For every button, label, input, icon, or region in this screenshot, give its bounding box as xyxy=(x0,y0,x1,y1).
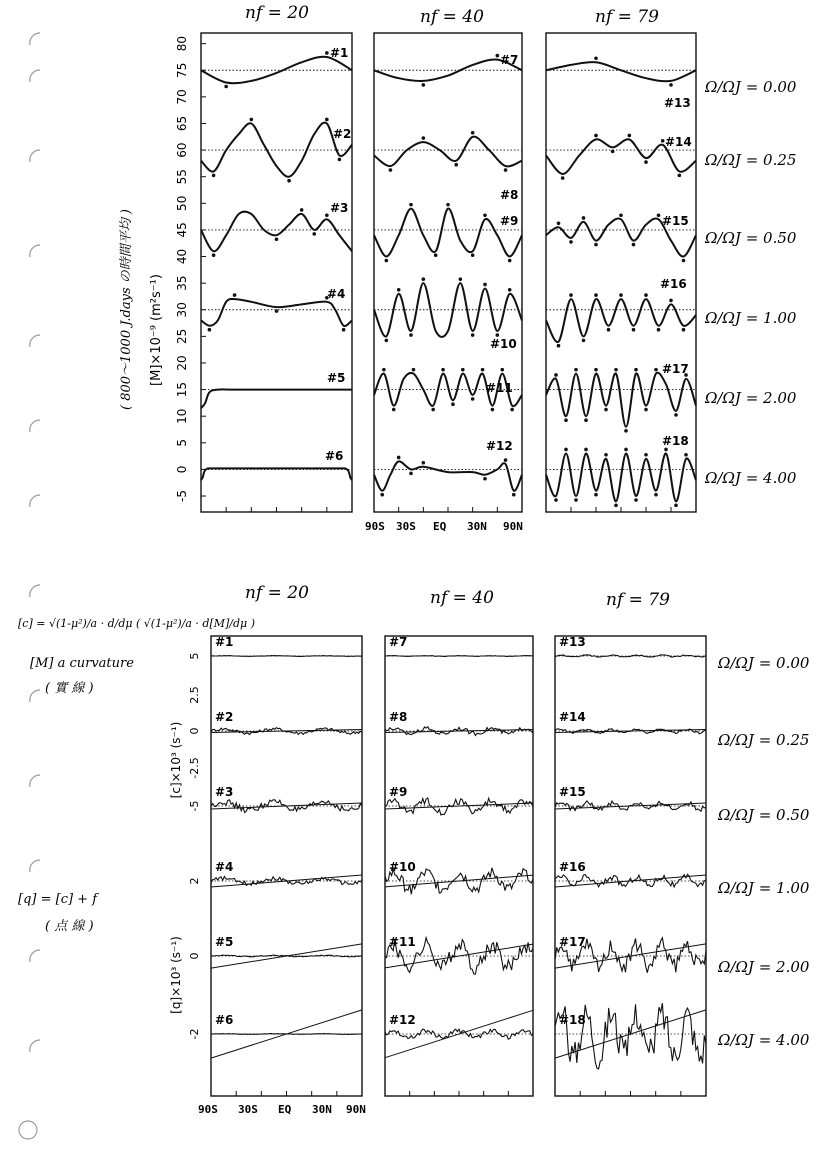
bottom-panel-id-14: #14 xyxy=(559,710,586,724)
formula-c: [c] = √(1-μ²)/a · d/dμ ( √(1-μ²)/a · d[M]/dμ ) xyxy=(18,617,255,630)
top-panel-id-14: #14 xyxy=(665,135,692,149)
top-series-line-12 xyxy=(374,461,522,491)
top-extremum-dot-18-12 xyxy=(664,448,668,452)
top-extremum-dot-17-13 xyxy=(674,413,678,417)
top-series-line-17 xyxy=(546,373,696,427)
top-extremum-dot-16-4 xyxy=(594,293,598,297)
top-x-tick-30s: 30S xyxy=(396,520,416,533)
top-column-title-3: nf = 79 xyxy=(595,7,659,27)
bottom-panel-id-16: #16 xyxy=(559,860,586,874)
top-x-tick-90n: 90N xyxy=(503,520,523,533)
top-extremum-dot-16-11 xyxy=(682,328,686,332)
bottom-x-tick-30n: 30N xyxy=(312,1103,332,1116)
top-extremum-dot-14-7 xyxy=(661,139,665,143)
top-extremum-dot-11-11 xyxy=(481,368,485,372)
top-panel-id-12: #12 xyxy=(486,439,513,453)
top-extremum-dot-18-7 xyxy=(614,504,618,508)
bottom-y-tick-c-1: 5 xyxy=(188,652,201,660)
top-series-line-3 xyxy=(201,212,352,252)
top-y-tick-label-18: -5 xyxy=(175,490,189,502)
top-extremum-dot-18-8 xyxy=(624,448,628,452)
top-extremum-dot-9-5 xyxy=(434,253,438,257)
top-extremum-dot-12-5 xyxy=(422,461,426,465)
top-extremum-dot-17-11 xyxy=(654,368,658,372)
top-extremum-dot-17-9 xyxy=(634,368,638,372)
top-extremum-dot-1-5 xyxy=(325,51,329,55)
bottom-y-ticks xyxy=(188,653,201,1040)
top-extremum-dot-3-6 xyxy=(275,237,279,241)
top-series-line-8 xyxy=(374,137,522,167)
bottom-panel-id-2: #2 xyxy=(215,710,234,724)
top-extremum-dot-11-9 xyxy=(461,368,465,372)
bottom-x-ticks xyxy=(198,1103,366,1116)
bottom-row-label-4: Ω/ΩJ = 1.00 xyxy=(718,879,810,897)
top-extremum-dot-16-8 xyxy=(644,293,648,297)
top-extremum-dot-15-3 xyxy=(582,216,586,220)
top-extremum-dot-8-5 xyxy=(454,163,458,167)
bottom-y-tick-c-5: -5 xyxy=(188,800,201,812)
top-extremum-dot-12-1 xyxy=(380,493,384,497)
top-extremum-dot-10-7 xyxy=(459,277,463,281)
top-extremum-dot-18-4 xyxy=(584,448,588,452)
top-extremum-dot-11-1 xyxy=(382,368,386,372)
top-extremum-dot-13-5 xyxy=(669,83,673,87)
top-row-label-5: Ω/ΩJ = 2.00 xyxy=(705,389,797,407)
top-extremum-dot-17-10 xyxy=(644,408,648,412)
top-extremum-dot-8-8 xyxy=(504,168,508,172)
top-panel-id-7: #7 xyxy=(500,53,519,67)
top-panel-id-5: #5 xyxy=(327,371,346,385)
top-extremum-dot-17-4 xyxy=(584,418,588,422)
top-extremum-dot-11-2 xyxy=(392,408,396,412)
top-extremum-dot-11-12 xyxy=(491,408,495,412)
top-panel-id-4: #4 xyxy=(327,287,346,301)
top-series-line-2 xyxy=(201,123,352,177)
top-extremum-dot-4-10 xyxy=(342,328,346,332)
top-column-title-1: nf = 20 xyxy=(245,3,309,23)
top-panel-id-15: #15 xyxy=(662,214,689,228)
top-extremum-dot-12-4 xyxy=(409,472,413,476)
top-extremum-dot-14-8 xyxy=(678,174,682,178)
top-extremum-dot-14-5 xyxy=(628,134,632,138)
top-extremum-dot-16-7 xyxy=(632,328,636,332)
top-extremum-dot-12-10 xyxy=(504,458,508,462)
bottom-panel-frame-1 xyxy=(211,636,362,1096)
bottom-y-tick-c-3: 0 xyxy=(188,727,201,735)
top-panel-id-11: #11 xyxy=(486,381,513,395)
bottom-panel-id-1: #1 xyxy=(215,635,234,649)
bottom-panel-id-10: #10 xyxy=(389,860,416,874)
top-extremum-dot-2-7 xyxy=(287,179,291,183)
top-series-line-13 xyxy=(546,62,696,81)
top-series-line-1 xyxy=(201,57,352,84)
top-extremum-dot-13-2 xyxy=(594,56,598,60)
bottom-y-tick-q-1: 2 xyxy=(188,877,201,885)
top-extremum-dot-3-10 xyxy=(325,213,329,217)
top-extremum-dot-8-3 xyxy=(422,136,426,140)
bottom-panel-id-13: #13 xyxy=(559,635,586,649)
top-extremum-dot-9-9 xyxy=(483,213,487,217)
top-extremum-dot-17-7 xyxy=(614,368,618,372)
top-y-tick-label-10: 35 xyxy=(175,275,189,291)
top-y-tick-label-7: 50 xyxy=(175,195,189,211)
top-extremum-dot-12-11 xyxy=(512,493,516,497)
top-panel-id-1: #1 xyxy=(330,46,349,60)
top-extremum-dot-16-5 xyxy=(607,328,611,332)
top-extremum-dot-15-6 xyxy=(619,213,623,217)
top-extremum-dot-18-10 xyxy=(644,453,648,457)
top-extremum-dot-8-6 xyxy=(471,131,475,135)
top-extremum-dot-2-11 xyxy=(338,158,342,162)
bottom-x-tick-90s: 90S xyxy=(198,1103,218,1116)
top-extremum-dot-12-8 xyxy=(483,477,487,481)
top-extremum-dot-15-1 xyxy=(557,221,561,225)
top-extremum-dot-4-6 xyxy=(275,309,279,313)
top-extremum-dot-18-14 xyxy=(684,453,688,457)
top-y-tick-label-5: 60 xyxy=(175,142,189,158)
top-y-axis-label: [M]×10⁻⁹ (m²s⁻¹) xyxy=(149,274,164,386)
top-extremum-dot-15-9 xyxy=(657,213,661,217)
note-c: [M] a curvature xyxy=(30,656,134,671)
top-panel-id-17: #17 xyxy=(662,362,689,376)
top-extremum-dot-18-9 xyxy=(634,498,638,502)
top-panel-id-3: #3 xyxy=(330,201,349,215)
bottom-panel-id-4: #4 xyxy=(215,860,234,874)
top-extremum-dot-3-8 xyxy=(300,208,304,212)
top-y-tick-label-2: 75 xyxy=(175,62,189,78)
top-extremum-dot-9-1 xyxy=(385,259,389,263)
top-extremum-dot-15-2 xyxy=(569,240,573,244)
top-extremum-dot-4-4 xyxy=(233,293,237,297)
top-series-line-6 xyxy=(201,468,352,480)
bottom-column-title-3: nf = 79 xyxy=(606,590,670,610)
note-q-sub: ( 点 線 ) xyxy=(45,919,94,934)
top-extremum-dot-10-3 xyxy=(409,333,413,337)
bottom-panel-id-15: #15 xyxy=(559,785,586,799)
bottom-panel-id-5: #5 xyxy=(215,935,234,949)
bottom-row-label-6: Ω/ΩJ = 4.00 xyxy=(718,1031,810,1049)
top-panel-id-16: #16 xyxy=(660,277,687,291)
top-y-tick-label-17: 0 xyxy=(175,465,189,474)
top-column-title-2: nf = 40 xyxy=(420,7,484,27)
top-extremum-dot-10-9 xyxy=(483,283,487,287)
bottom-y-axis-label-q: [q]×10³ (s⁻¹) xyxy=(169,936,183,1014)
top-extremum-dot-17-1 xyxy=(554,373,558,377)
top-y-tick-label-1: 80 xyxy=(175,35,189,52)
top-extremum-dot-11-10 xyxy=(471,397,475,401)
bottom-row-labels xyxy=(717,654,810,1049)
top-series-line-18 xyxy=(546,453,696,501)
top-extremum-dot-10-4 xyxy=(422,277,426,281)
top-extremum-dot-15-7 xyxy=(632,243,636,247)
top-extremum-dot-17-3 xyxy=(574,368,578,372)
bottom-panels xyxy=(211,635,706,1096)
top-extremum-dot-9-6 xyxy=(446,203,450,207)
bottom-row-label-3: Ω/ΩJ = 0.50 xyxy=(718,806,810,824)
bottom-y-tick-c-4: -2.5 xyxy=(188,757,201,779)
top-extremum-dot-11-6 xyxy=(431,408,435,412)
top-panel-id-2: #2 xyxy=(333,127,352,141)
top-extremum-dot-18-2 xyxy=(564,448,568,452)
top-extremum-dot-17-2 xyxy=(564,418,568,422)
top-extremum-dot-12-3 xyxy=(397,456,401,460)
top-panel-id-13: #13 xyxy=(664,96,691,110)
top-extremum-dot-2-4 xyxy=(250,118,254,122)
top-extremum-dot-14-6 xyxy=(644,160,648,164)
top-y-tick-label-9: 40 xyxy=(175,248,189,265)
top-extremum-dot-16-6 xyxy=(619,293,623,297)
bottom-x-tick-90n: 90N xyxy=(346,1103,366,1116)
top-extremum-dot-11-14 xyxy=(510,408,514,412)
bottom-y-tick-c-2: 2.5 xyxy=(188,686,201,704)
bottom-panel-id-8: #8 xyxy=(389,710,408,724)
top-extremum-dot-17-8 xyxy=(624,429,628,433)
top-extremum-dot-10-1 xyxy=(385,339,389,343)
top-extremum-dot-16-1 xyxy=(557,344,561,348)
top-extremum-dot-1-1 xyxy=(224,85,228,89)
top-extremum-dot-14-3 xyxy=(594,134,598,138)
top-extremum-dot-15-11 xyxy=(682,259,686,263)
top-y-tick-label-15: 10 xyxy=(175,408,189,424)
top-row-labels xyxy=(704,78,797,487)
top-extremum-dot-10-2 xyxy=(397,288,401,292)
bottom-panel-id-17: #17 xyxy=(559,935,586,949)
top-row-label-6: Ω/ΩJ = 4.00 xyxy=(705,469,797,487)
top-extremum-dot-10-8 xyxy=(471,333,475,337)
top-y-tick-label-11: 30 xyxy=(175,302,189,318)
top-y-tick-label-3: 70 xyxy=(175,89,189,105)
top-extremum-dot-18-11 xyxy=(654,493,658,497)
top-extremum-dot-11-7 xyxy=(441,368,445,372)
top-panel-id-10: #10 xyxy=(490,337,517,351)
top-panel-id-9: #9 xyxy=(500,214,519,228)
bottom-column-title-1: nf = 20 xyxy=(245,583,309,603)
formula-q: [q] = [c] + f xyxy=(18,892,98,907)
bottom-x-tick-30s: 30S xyxy=(238,1103,258,1116)
top-extremum-dot-16-3 xyxy=(582,339,586,343)
top-extremum-dot-14-4 xyxy=(611,150,615,154)
bottom-y-axis-label-c: [c]×10³ (s⁻¹) xyxy=(169,721,183,799)
bottom-panel-id-9: #9 xyxy=(389,785,408,799)
top-extremum-dot-3-9 xyxy=(312,232,316,236)
top-y-tick-label-4: 65 xyxy=(175,115,189,132)
top-extremum-dot-7-5 xyxy=(496,54,500,58)
bottom-panel-id-7: #7 xyxy=(389,635,408,649)
top-extremum-dot-3-1 xyxy=(212,253,216,257)
bottom-c-curve-13 xyxy=(555,655,706,658)
top-extremum-dot-18-1 xyxy=(554,498,558,502)
bottom-panel-id-11: #11 xyxy=(389,935,416,949)
bottom-panel-id-6: #6 xyxy=(215,1013,234,1027)
bottom-x-tick-eq: EQ xyxy=(278,1103,292,1116)
bottom-panel-id-18: #18 xyxy=(559,1013,586,1027)
top-y-tick-label-6: 55 xyxy=(175,169,189,185)
top-extremum-dot-9-3 xyxy=(409,203,413,207)
note-c-sub: ( 實 線 ) xyxy=(45,681,94,696)
top-extremum-dot-11-4 xyxy=(412,368,416,372)
top-extremum-dot-7-2 xyxy=(422,83,426,87)
bottom-c-curve-1 xyxy=(211,656,362,657)
top-handwritten-note: ( 800～1000 J.days の時間平均 ) xyxy=(119,209,134,410)
top-panel-id-8: #8 xyxy=(500,188,519,202)
top-extremum-dot-17-5 xyxy=(594,368,598,372)
bottom-row-label-1: Ω/ΩJ = 0.00 xyxy=(718,654,810,672)
top-figure xyxy=(119,3,797,533)
top-y-tick-label-13: 20 xyxy=(175,355,189,371)
top-panel-frame-1 xyxy=(201,33,352,512)
bottom-panel-id-12: #12 xyxy=(389,1013,416,1027)
bottom-row-label-5: Ω/ΩJ = 2.00 xyxy=(718,958,810,976)
top-extremum-dot-4-1 xyxy=(208,328,212,332)
top-extremum-dot-15-4 xyxy=(594,243,598,247)
bottom-column-title-2: nf = 40 xyxy=(430,588,494,608)
top-x-tick-eq: EQ xyxy=(433,520,447,533)
top-panel-id-18: #18 xyxy=(662,434,689,448)
top-row-label-2: Ω/ΩJ = 0.25 xyxy=(705,151,797,169)
top-extremum-dot-16-2 xyxy=(569,293,573,297)
bottom-y-tick-q-2: 0 xyxy=(188,952,201,960)
top-extremum-dot-18-3 xyxy=(574,498,578,502)
bottom-figure xyxy=(18,583,810,1116)
bottom-panel-id-3: #3 xyxy=(215,785,234,799)
top-extremum-dot-2-10 xyxy=(325,118,329,122)
bottom-row-label-2: Ω/ΩJ = 0.25 xyxy=(718,731,810,749)
top-x-tick-30n: 30N xyxy=(467,520,487,533)
top-extremum-dot-8-1 xyxy=(389,168,393,172)
bottom-y-tick-q-3: -2 xyxy=(188,1028,201,1040)
top-row-label-1: Ω/ΩJ = 0.00 xyxy=(705,78,797,96)
top-y-tick-label-12: 25 xyxy=(175,328,189,345)
top-x-tick-90s: 90S xyxy=(365,520,385,533)
top-extremum-dot-11-13 xyxy=(500,368,504,372)
top-row-label-3: Ω/ΩJ = 0.50 xyxy=(705,229,797,247)
top-extremum-dot-11-8 xyxy=(451,402,455,406)
top-y-tick-label-16: 5 xyxy=(175,438,189,447)
top-extremum-dot-18-6 xyxy=(604,453,608,457)
top-extremum-dot-10-11 xyxy=(508,288,512,292)
binder-holes xyxy=(19,33,40,1139)
top-panel-id-6: #6 xyxy=(325,449,344,463)
top-extremum-dot-16-9 xyxy=(657,328,661,332)
top-extremum-dot-18-5 xyxy=(594,493,598,497)
top-series-line-5 xyxy=(201,389,352,408)
top-extremum-dot-9-11 xyxy=(508,259,512,263)
top-extremum-dot-2-1 xyxy=(212,174,216,178)
top-extremum-dot-18-13 xyxy=(674,504,678,508)
top-extremum-dot-17-6 xyxy=(604,408,608,412)
top-extremum-dot-9-8 xyxy=(471,253,475,257)
top-series-line-16 xyxy=(546,299,696,342)
top-panels xyxy=(201,33,696,512)
top-y-tick-label-14: 15 xyxy=(175,381,189,398)
top-extremum-dot-16-10 xyxy=(669,299,673,303)
top-y-tick-label-8: 45 xyxy=(175,222,189,238)
top-extremum-dot-14-1 xyxy=(561,176,565,180)
top-row-label-4: Ω/ΩJ = 1.00 xyxy=(705,309,797,327)
top-x-ticks xyxy=(365,520,523,533)
